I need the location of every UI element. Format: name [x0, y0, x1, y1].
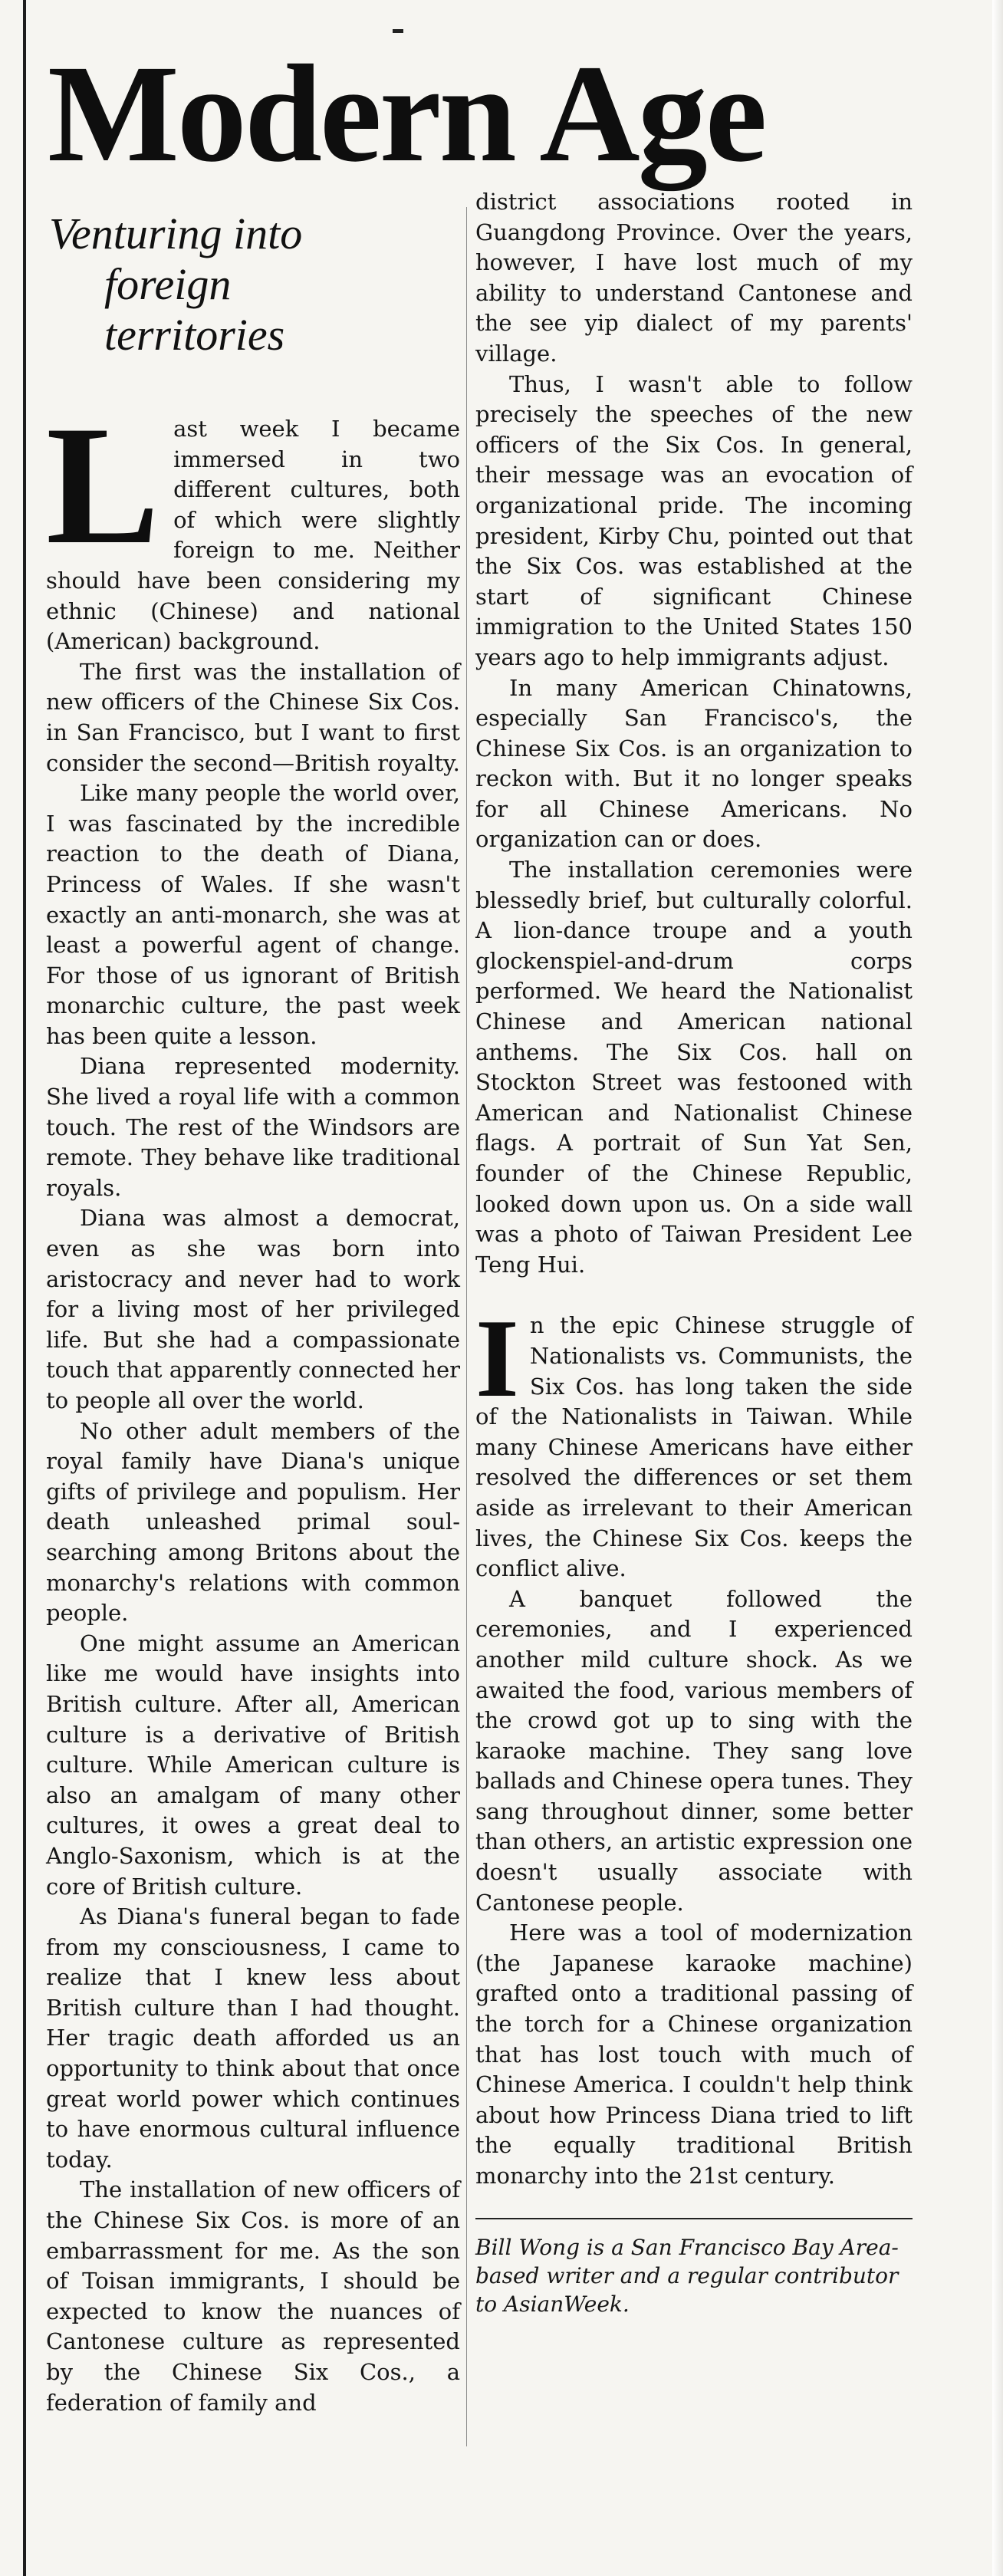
section-break: [475, 1280, 913, 1311]
drop-cap: I: [475, 1296, 519, 1421]
left-border-rule: [23, 0, 26, 2576]
article-paragraph: In many American Chinatowns, especially San Francisco's, the Chinese Six Cos. is an organization to reckon with. But it no longer speaks for all Chinese Americans. No organization can or does.: [475, 674, 913, 853]
column-divider: [466, 207, 467, 2446]
article-column-left: [46, 391, 460, 2418]
headline: Modern Age: [48, 37, 765, 191]
article-paragraph: The first was the installation of new officers of the Chinese Six Cos. in San Francisco, but I want to first consider the second—British royalty.: [46, 658, 460, 776]
article-paragraph: As Diana's funeral began to fade from my consciousness, I came to realize that I knew less about British culture than I had thought. Her tragic death afforded us an opportunity to think about that once great world power which continues to have enormous cultural influence today.: [46, 1903, 460, 2173]
article-paragraph: Diana represented modernity. She lived a royal life with a common touch. The rest of the Windsors are remote. They behave like traditional royals.: [46, 1053, 460, 1201]
deck-line-1: Venturing into: [49, 209, 303, 258]
author-byline: Bill Wong is a San Francisco Bay Area-based writer and a regular contributor to AsianWeek.: [475, 2234, 899, 2317]
deck-line-3: territories: [104, 310, 285, 360]
article-paragraph: No other adult members of the royal family have Diana's unique gifts of privilege and populism. Her death unleashed primal soul-searching among Britons about the monarchy's relations with common people.: [46, 1417, 460, 1627]
article-paragraph: Last week I became immersed in two different cultures, both of which were slightly foreign to me. Neither should have been considering my ethnic (Chinese) and national (American) background.: [46, 391, 460, 655]
top-mark: [393, 29, 403, 33]
article-paragraph: The installation ceremonies were blessedly brief, but culturally colorful. A lion-dance troupe and a youth glockenspiel-and-drum corps performed. We heard the Nationalist Chinese and American national anthems. The Six Cos. hall on Stockton Street was festooned with American and Nationalist Chinese flags. A portrait of Sun Yat Sen, founder of the Chinese Republic, looked down upon us. On a side wall was a photo of Taiwan President Lee Teng Hui.: [475, 857, 913, 1278]
article-paragraph: In the epic Chinese struggle of Nationalists vs. Communists, the Six Cos. has long taken the side of the Nationalists in Taiwan. While many Chinese Americans have either resolved the differences or set them aside as irrelevant to their American lives, the Chinese Six Cos. keeps the conflict alive.: [475, 1296, 913, 1582]
article-paragraph: district associations rooted in Guangdong Province. Over the years, however, I have lost much of my ability to understand Cantonese and the see yip dialect of my parents' village.: [475, 189, 913, 367]
article-paragraph: Like many people the world over, I was fascinated by the incredible reaction to the death of Diana, Princess of Wales. If she wasn't exactly an anti-monarch, she was at least a powerful agent of change. For those of us ignorant of British monarchic culture, the past week has been quite a lesson.: [46, 780, 460, 1049]
article-paragraph: A banquet followed the ceremonies, and I experienced another mild culture shock. As we awaited the food, various members of the crowd got up to sing with the karaoke machine. They sang love ballads and Chinese opera tunes. They sang throughout dinner, some better than others, an artistic expression one doesn't usually associate with Cantonese people.: [475, 1585, 913, 1916]
drop-cap: L: [46, 391, 160, 580]
article-paragraph: One might assume an American like me would have insights into British culture. After all, American culture is a derivative of British culture. While American culture is also an amalgam of many other cultures, it owes a great deal to Anglo-Saxonism, which is at the core of British culture.: [46, 1630, 460, 1900]
article-column-right: [475, 187, 913, 2318]
article-paragraph: Diana was almost a democrat, even as she was born into aristocracy and never had to work for a living most of her privileged life. But she had a compassionate touch that apparently connected her to people all over the world.: [46, 1205, 460, 1413]
page-edge: [992, 0, 1003, 2576]
byline-rule: [475, 2218, 913, 2219]
article-paragraph: The installation of new officers of the Chinese Six Cos. is more of an embarrassment for me. As the son of Toisan immigrants, I should be expected to know the nuances of Cantonese culture as represented by the Chinese Six Cos., a federation of family and: [46, 2176, 460, 2416]
deck: [49, 209, 448, 360]
article-paragraph: Here was a tool of modernization (the Japanese karaoke machine) grafted onto a traditional passing of the torch for a Chinese organization that has lost touch with much of Chinese America. I couldn't help think about how Princess Diana tried to lift the equally traditional British monarchy into the 21st century.: [475, 1920, 913, 2189]
deck-line-2: foreign: [104, 259, 232, 309]
article-paragraph: Thus, I wasn't able to follow precisely the speeches of the new officers of the Six Cos. In general, their message was an evocation of organizational pride. The incoming president, Kirby Chu, pointed out that the Six Cos. was established at the start of significant Chinese immigration to the United States 150 years ago to help immigrants adjust.: [475, 370, 913, 670]
